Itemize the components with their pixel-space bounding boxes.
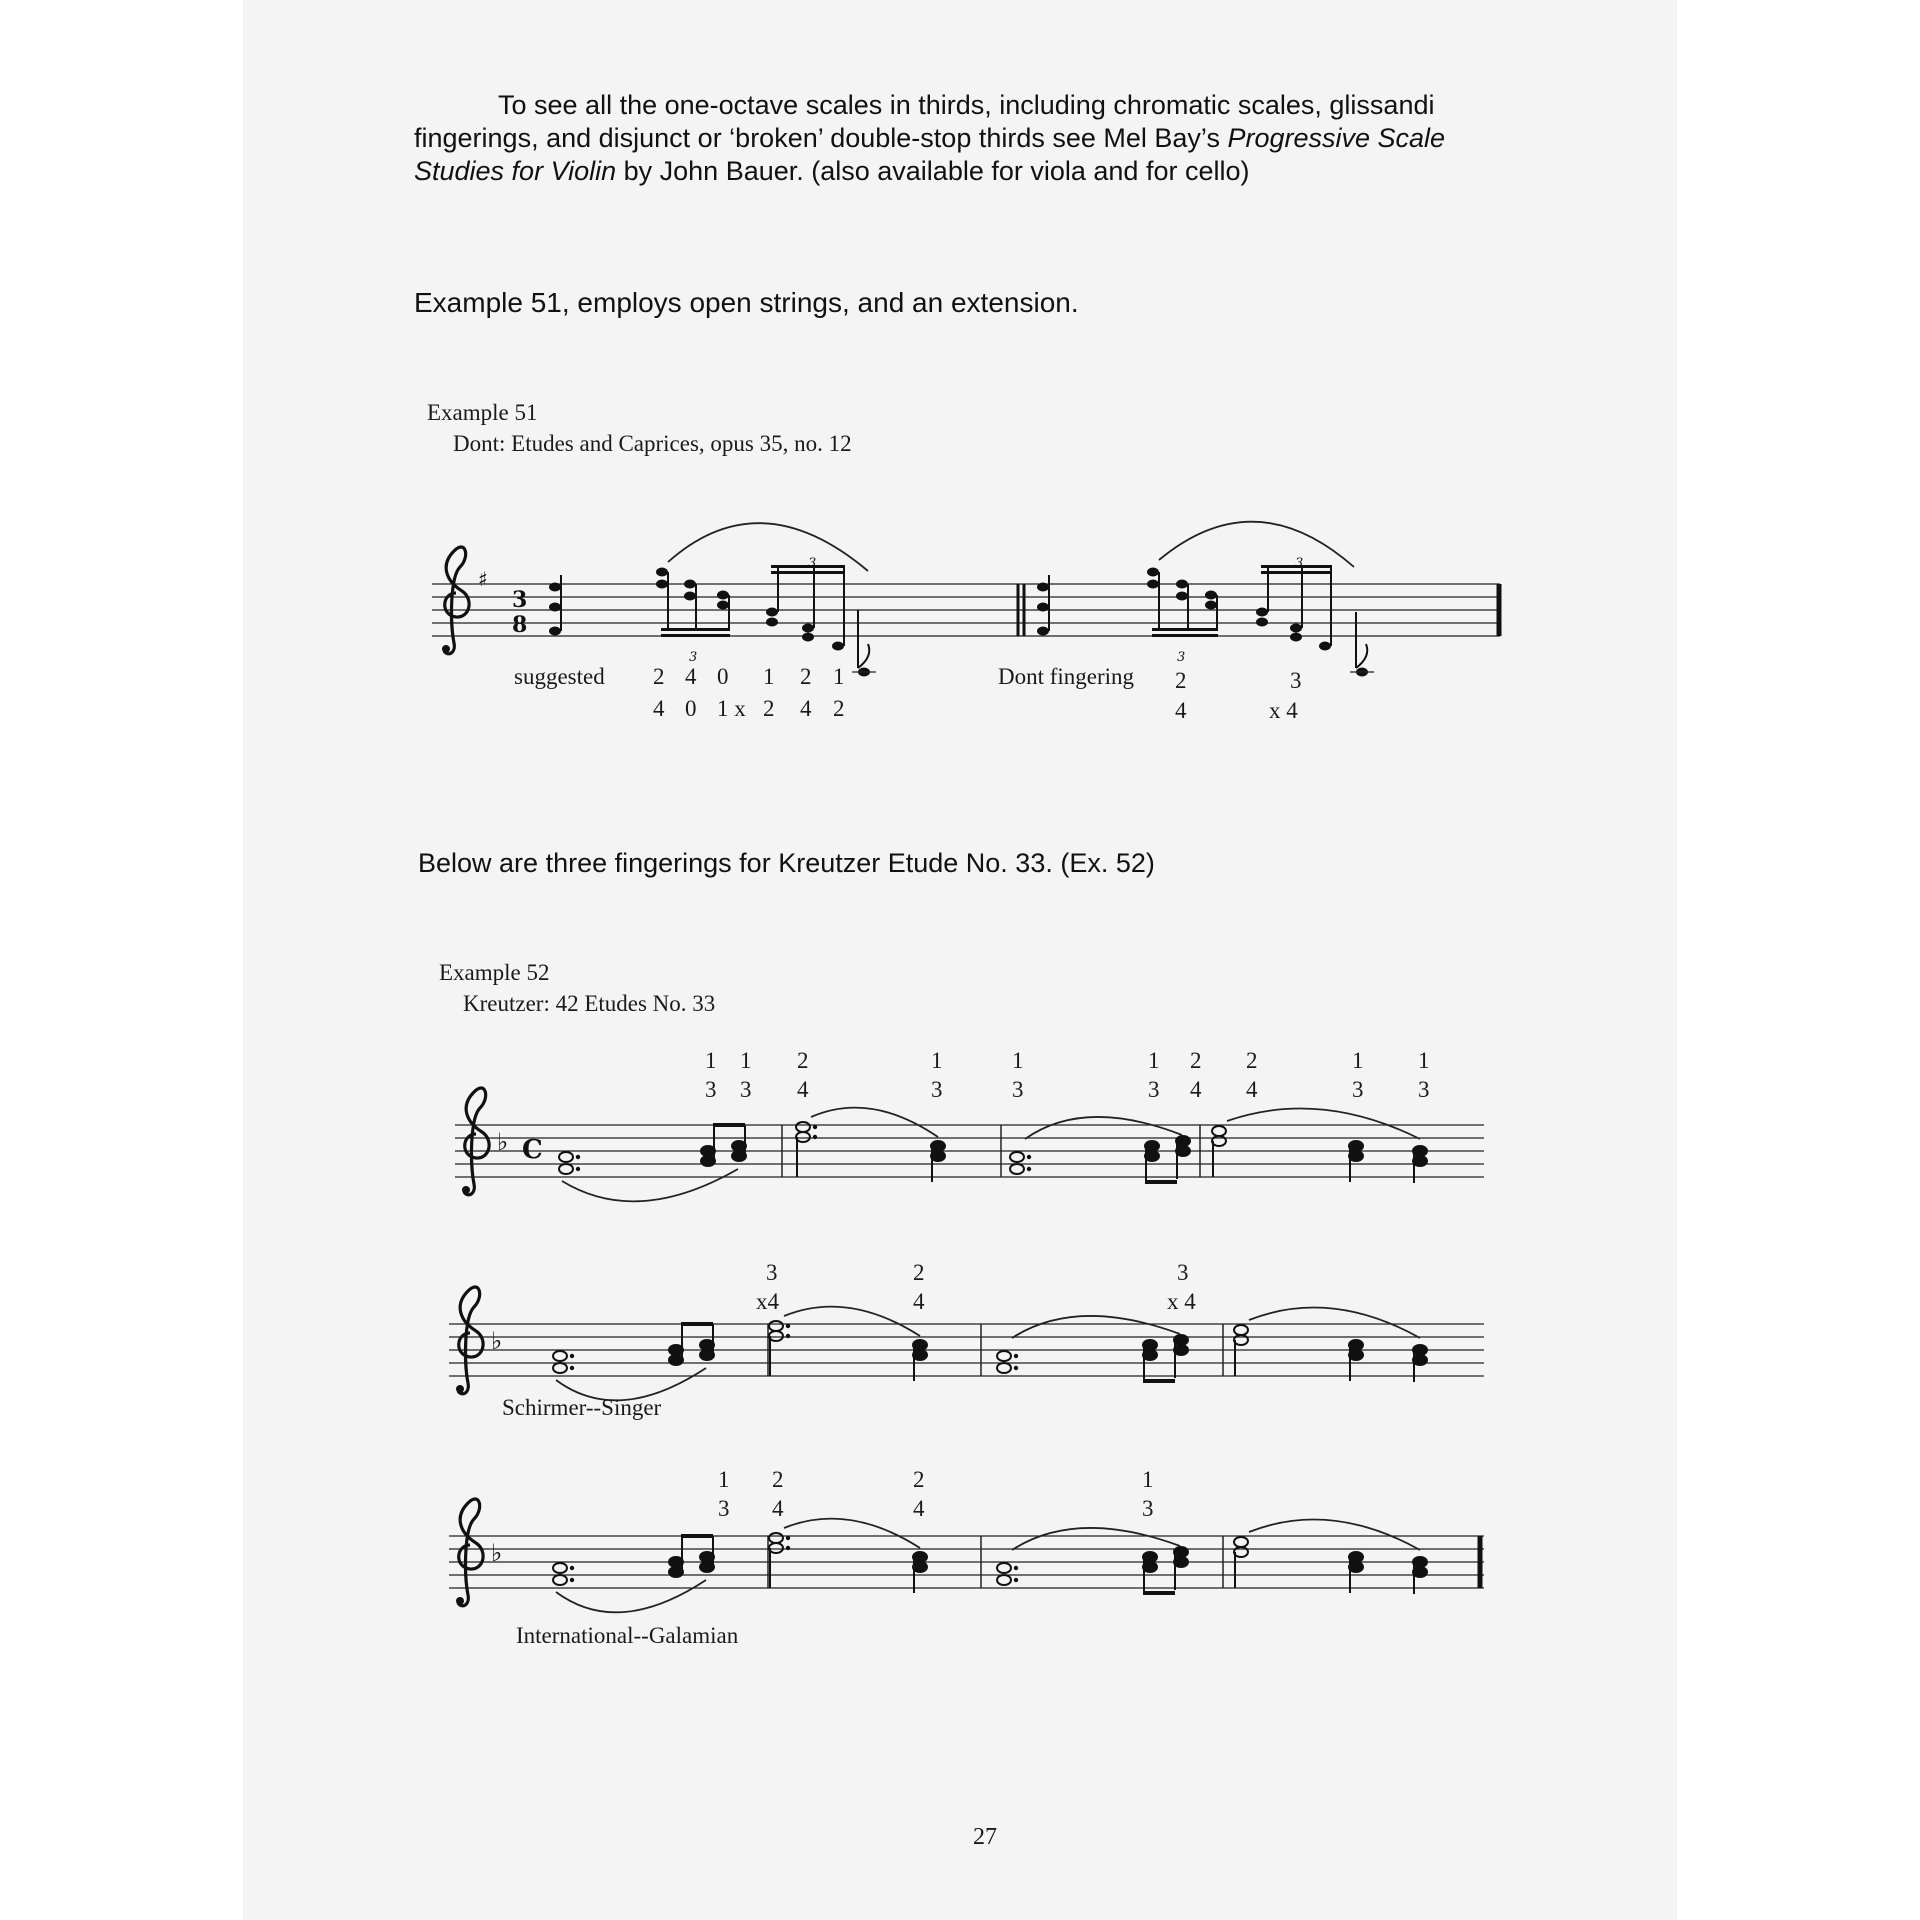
- notehead: [1143, 1552, 1157, 1562]
- fingering: 4: [685, 664, 697, 689]
- notehead: [1145, 1141, 1159, 1151]
- fingering-top: 2: [913, 1260, 925, 1285]
- fingering-bottom: 3: [1352, 1077, 1364, 1102]
- notehead: [1143, 1350, 1157, 1360]
- fingering: 4: [653, 696, 665, 721]
- fingering-bottom: 4: [797, 1077, 809, 1102]
- notehead: [1413, 1345, 1427, 1355]
- fingering: 4: [1175, 698, 1187, 723]
- ex52-measures: [553, 1108, 1480, 1613]
- time-sig-top: 3: [512, 587, 528, 613]
- notehead: [1143, 1562, 1157, 1572]
- dot: [570, 1354, 574, 1358]
- tuplet-mark: 3: [808, 556, 817, 571]
- notehead: [931, 1141, 945, 1151]
- beam: [1143, 1379, 1175, 1383]
- example-52-heading: Below are three fingerings for Kreutzer Etude No. 33. (Ex. 52): [418, 848, 1155, 878]
- notehead: [796, 1122, 810, 1132]
- fingering-top: 2: [797, 1048, 809, 1073]
- intro-line-2: fingerings, and disjunct or ‘broken’ double-stop thirds see Mel Bay’s Progressive Scale: [414, 123, 1446, 153]
- fingering-top: 1: [705, 1048, 717, 1073]
- fingering-bottom: 3: [1148, 1077, 1160, 1102]
- notehead: [913, 1552, 927, 1562]
- notehead: [1174, 1547, 1188, 1557]
- notehead: [669, 1567, 683, 1577]
- sharp-icon: ♯: [478, 567, 488, 591]
- dot: [1014, 1354, 1018, 1358]
- dot: [570, 1578, 574, 1582]
- slur: [784, 1307, 920, 1336]
- notehead: [1349, 1350, 1363, 1360]
- beam: [713, 1123, 745, 1127]
- treble-clef-icon: [456, 1287, 483, 1394]
- fingering: 1: [833, 664, 845, 689]
- fingering-bottom: 3: [1012, 1077, 1024, 1102]
- fingering-bottom: 3: [1418, 1077, 1430, 1102]
- fingering-bottom: 4: [1190, 1077, 1202, 1102]
- fingering: 1: [763, 664, 775, 689]
- notehead: [1174, 1335, 1188, 1345]
- notehead: [553, 1563, 567, 1573]
- fingering-top: 1: [740, 1048, 752, 1073]
- slur: [1025, 1117, 1182, 1139]
- fingering-bottom: 3: [740, 1077, 752, 1102]
- dot: [576, 1167, 580, 1171]
- notehead: [1413, 1557, 1427, 1567]
- ex52-row2-staff: [449, 1324, 1484, 1376]
- fingering: 2: [1175, 668, 1187, 693]
- notehead: [700, 1552, 714, 1562]
- fingering: 2: [763, 696, 775, 721]
- fingering-top: 1: [718, 1467, 730, 1492]
- schirmer-label: Schirmer--Singer: [502, 1395, 662, 1420]
- slur: [811, 1108, 938, 1137]
- fingering-top: 1: [1418, 1048, 1430, 1073]
- notehead: [1212, 1126, 1226, 1136]
- fingering: x 4: [1269, 698, 1298, 723]
- notehead: [669, 1345, 683, 1355]
- fingering-top: 1: [1148, 1048, 1160, 1073]
- notehead: [913, 1340, 927, 1350]
- notehead: [1176, 1136, 1190, 1146]
- fingering-bottom: 4: [913, 1289, 925, 1314]
- time-sig-bottom: 8: [512, 612, 528, 638]
- dont-fingering-label: Dont fingering: [998, 664, 1135, 689]
- fingering-bottom: 4: [772, 1496, 784, 1521]
- slur: [1227, 1109, 1420, 1139]
- slur: [1249, 1520, 1420, 1550]
- fingering-top: 2: [1246, 1048, 1258, 1073]
- fingering-top: 2: [772, 1467, 784, 1492]
- fingering-top: 2: [1190, 1048, 1202, 1073]
- notehead: [700, 1350, 714, 1360]
- notehead: [1176, 1146, 1190, 1156]
- slur: [784, 1519, 920, 1548]
- fingering-top: 1: [1352, 1048, 1364, 1073]
- dot: [1027, 1155, 1031, 1159]
- notehead: [1174, 1345, 1188, 1355]
- example-51-heading: Example 51, employs open strings, and an extension.: [414, 287, 1079, 318]
- example-52-label: Example 52: [439, 960, 550, 985]
- example-51-label: Example 51: [427, 400, 538, 425]
- fingering: 3: [1290, 668, 1302, 693]
- notehead: [913, 1350, 927, 1360]
- dot: [786, 1536, 790, 1540]
- treble-clef-icon: [462, 1088, 489, 1195]
- slur: [556, 1580, 706, 1612]
- notehead: [1010, 1164, 1024, 1174]
- notehead: [1349, 1552, 1363, 1562]
- fingering: 0: [717, 664, 729, 689]
- treble-clef-icon: [442, 547, 469, 654]
- dot: [1027, 1167, 1031, 1171]
- fingering: 4: [800, 696, 812, 721]
- example-52-source: Kreutzer: 42 Etudes No. 33: [463, 991, 716, 1016]
- tuplet-mark: 3: [1177, 650, 1186, 665]
- fingering-bottom: 3: [1142, 1496, 1154, 1521]
- dot: [1014, 1578, 1018, 1582]
- notehead: [769, 1331, 783, 1341]
- flat-icon: ♭: [497, 1128, 509, 1156]
- notehead: [732, 1151, 746, 1161]
- notehead: [1413, 1355, 1427, 1365]
- notehead: [931, 1151, 945, 1161]
- suggested-label: suggested: [514, 664, 605, 689]
- treble-clef-icon: [456, 1499, 483, 1606]
- notehead: [559, 1164, 573, 1174]
- notehead: [1349, 1340, 1363, 1350]
- fingering-bottom: x4: [756, 1289, 779, 1314]
- notehead: [700, 1562, 714, 1572]
- beam: [1143, 1591, 1175, 1595]
- slur: [1249, 1308, 1420, 1338]
- flat-icon: ♭: [491, 1539, 503, 1567]
- dot: [570, 1566, 574, 1570]
- notehead: [1349, 1141, 1363, 1151]
- intro-line-3: Studies for Violin by John Bauer. (also available for viola and for cello): [414, 156, 1250, 186]
- notehead: [997, 1575, 1011, 1585]
- tuplet-mark: 3: [689, 650, 698, 665]
- fingering-bottom: 4: [1246, 1077, 1258, 1102]
- fingering-top: 2: [913, 1467, 925, 1492]
- fingering-top: 3: [766, 1260, 778, 1285]
- fingering-top: 1: [1012, 1048, 1024, 1073]
- beam: [681, 1534, 713, 1538]
- fingering: 1 x: [717, 696, 746, 721]
- fingering-top: 1: [1142, 1467, 1154, 1492]
- notehead: [1143, 1340, 1157, 1350]
- fingering-bottom: 3: [931, 1077, 943, 1102]
- notehead: [1349, 1151, 1363, 1161]
- dot: [1014, 1366, 1018, 1370]
- example-51-staff: [432, 584, 1500, 636]
- fingering: 0: [685, 696, 697, 721]
- notehead: [796, 1132, 810, 1142]
- dot: [786, 1324, 790, 1328]
- notehead: [913, 1562, 927, 1572]
- common-time: C: [522, 1135, 543, 1165]
- dot: [576, 1155, 580, 1159]
- dot: [813, 1135, 817, 1139]
- tuplet-mark: 3: [1295, 556, 1304, 571]
- slur: [562, 1169, 738, 1201]
- notehead: [701, 1146, 715, 1156]
- dot: [786, 1334, 790, 1338]
- dot: [1014, 1566, 1018, 1570]
- dot: [813, 1125, 817, 1129]
- fingering: 2: [653, 664, 665, 689]
- dot: [570, 1366, 574, 1370]
- notehead: [700, 1340, 714, 1350]
- notehead: [1413, 1146, 1427, 1156]
- fingering-bottom: 4: [913, 1496, 925, 1521]
- slur: [668, 523, 868, 571]
- slur: [1012, 1528, 1180, 1550]
- dot: [786, 1546, 790, 1550]
- intro-line-1: To see all the one-octave scales in thirds, including chromatic scales, glissandi: [498, 90, 1435, 120]
- page-number: 27: [973, 1824, 997, 1850]
- fingering-top: 3: [1177, 1260, 1189, 1285]
- galamian-label: International--Galamian: [516, 1623, 739, 1648]
- notehead: [669, 1355, 683, 1365]
- fingering-bottom: 3: [705, 1077, 717, 1102]
- notehead: [997, 1563, 1011, 1573]
- notehead: [553, 1351, 567, 1361]
- notehead: [1413, 1156, 1427, 1166]
- notehead: [1174, 1557, 1188, 1567]
- slur: [1159, 522, 1354, 567]
- notehead: [553, 1363, 567, 1373]
- flat-icon: ♭: [491, 1327, 503, 1355]
- fingering: 2: [800, 664, 812, 689]
- notehead: [997, 1351, 1011, 1361]
- fingering-bottom: 3: [718, 1496, 730, 1521]
- example-51-source: Dont: Etudes and Caprices, opus 35, no. 12: [453, 431, 852, 456]
- notehead: [732, 1141, 746, 1151]
- fingering-bottom: x 4: [1167, 1289, 1196, 1314]
- notehead: [669, 1557, 683, 1567]
- notehead: [1234, 1537, 1248, 1547]
- notehead: [553, 1575, 567, 1585]
- notehead: [769, 1533, 783, 1543]
- notehead: [1234, 1325, 1248, 1335]
- notehead: [1349, 1562, 1363, 1572]
- beam: [1145, 1180, 1177, 1184]
- notehead: [701, 1156, 715, 1166]
- slur: [1012, 1316, 1180, 1338]
- ex51-notes-b: [1037, 565, 1374, 677]
- ex52-row1-staff: [455, 1125, 1484, 1177]
- notehead: [997, 1363, 1011, 1373]
- notehead: [1145, 1151, 1159, 1161]
- notehead: [1010, 1152, 1024, 1162]
- ex52-row3-staff: [449, 1536, 1484, 1588]
- fingering: 2: [833, 696, 845, 721]
- notehead: [1413, 1567, 1427, 1577]
- fingering-top: 1: [931, 1048, 943, 1073]
- ex51-notes-a: [549, 565, 876, 677]
- notehead: [769, 1543, 783, 1553]
- beam: [681, 1322, 713, 1326]
- notehead: [769, 1321, 783, 1331]
- notehead: [559, 1152, 573, 1162]
